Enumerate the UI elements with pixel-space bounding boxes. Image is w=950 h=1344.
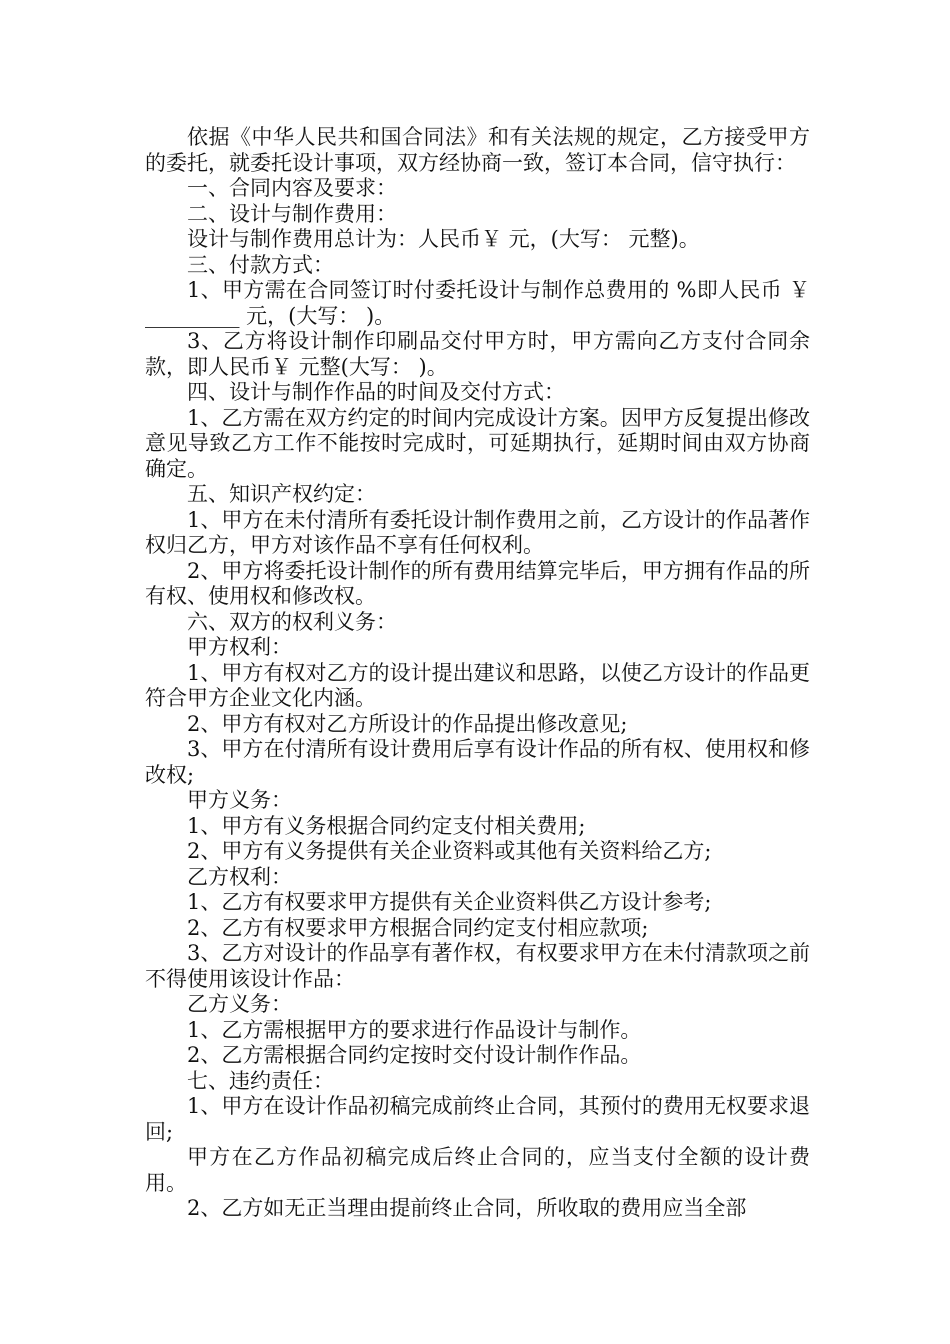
subheading-party-a-duties: 甲方义务：	[187, 788, 292, 812]
paragraph-b-rights-3: 3、乙方对设计的作品享有著作权，有权要求甲方在未付清款项之前不得使用该设计作品：	[145, 941, 810, 991]
heading-section-1: 一、合同内容及要求：	[187, 176, 397, 200]
paragraph-breach-1b: 甲方在乙方作品初稿完成后终止合同的，应当支付全额的设计费用。	[145, 1145, 810, 1195]
heading-section-4: 四、设计与制作作品的时间及交付方式：	[187, 380, 565, 404]
heading-section-7: 七、违约责任：	[187, 1068, 334, 1093]
paragraph-a-rights-2: 2、甲方有权对乙方所设计的作品提出修改意见;	[187, 711, 628, 736]
paragraph-b-duties-2: 2、乙方需根据合同约定按时交付设计制作作品。	[187, 1043, 642, 1067]
heading-section-2: 二、设计与制作费用：	[187, 201, 397, 226]
subheading-party-b-rights: 乙方权利：	[187, 864, 292, 889]
paragraph-breach-2: 2、乙方如无正当理由提前终止合同，所收取的费用应当全部	[187, 1196, 747, 1220]
heading-section-6: 六、双方的权利义务：	[187, 609, 397, 634]
paragraph-a-rights-1: 1、甲方有权对乙方的设计提出建议和思路，以使乙方设计的作品更符合甲方企业文化内涵。	[145, 660, 810, 710]
paragraph-b-rights-1: 1、乙方有权要求甲方提供有关企业资料供乙方设计参考;	[187, 890, 712, 914]
subheading-party-a-rights: 甲方权利：	[187, 635, 292, 659]
paragraph-ip-1: 1、甲方在未付清所有委托设计制作费用之前，乙方设计的作品著作权归乙方，甲方对该作品不享有任何权利。	[145, 507, 810, 557]
paragraph-preamble: 依据《中华人民共和国合同法》和有关法规的规定，乙方接受甲方的委托，就委托设计事项，双方经协商一致，签订本合同，信守执行：	[145, 125, 810, 175]
heading-section-3: 三、付款方式：	[187, 252, 334, 277]
heading-section-5: 五、知识产权约定：	[187, 482, 376, 506]
document-body	[145, 125, 817, 1222]
paragraph-payment-1: 1、甲方需在合同签订时付委托设计与制作总费用的 %即人民币 ￥ _________ 元，(大写： )。	[145, 278, 817, 328]
paragraph-ip-2: 2、甲方将委托设计制作的所有费用结算完毕后，甲方拥有作品的所有权、使用权和修改权。	[145, 558, 810, 608]
paragraph-b-rights-2: 2、乙方有权要求甲方根据合同约定支付相应款项;	[187, 915, 649, 940]
paragraph-b-duties-1: 1、乙方需根据甲方的要求进行作品设计与制作。	[187, 1017, 642, 1042]
paragraph-a-rights-3: 3、甲方在付清所有设计费用后享有设计作品的所有权、使用权和修改权;	[145, 737, 810, 787]
subheading-party-b-duties: 乙方义务：	[187, 992, 292, 1016]
paragraph-fee-total: 设计与制作费用总计为：人民币￥ 元，(大写： 元整)。	[187, 227, 700, 251]
paragraph-payment-3: 3、乙方将设计制作印刷品交付甲方时，甲方需向乙方支付合同余款，即人民币￥ 元整(大写： )。	[145, 329, 810, 379]
paragraph-breach-1: 1、甲方在设计作品初稿完成前终止合同，其预付的费用无权要求退回;	[145, 1094, 810, 1144]
paragraph-delivery-1: 1、乙方需在双方约定的时间内完成设计方案。因甲方反复提出修改意见导致乙方工作不能按时完成时，可延期执行，延期时间由双方协商确定。	[145, 405, 810, 481]
paragraph-a-duties-2: 2、甲方有义务提供有关企业资料或其他有关资料给乙方;	[187, 839, 712, 863]
paragraph-a-duties-1: 1、甲方有义务根据合同约定支付相关费用;	[187, 813, 586, 838]
